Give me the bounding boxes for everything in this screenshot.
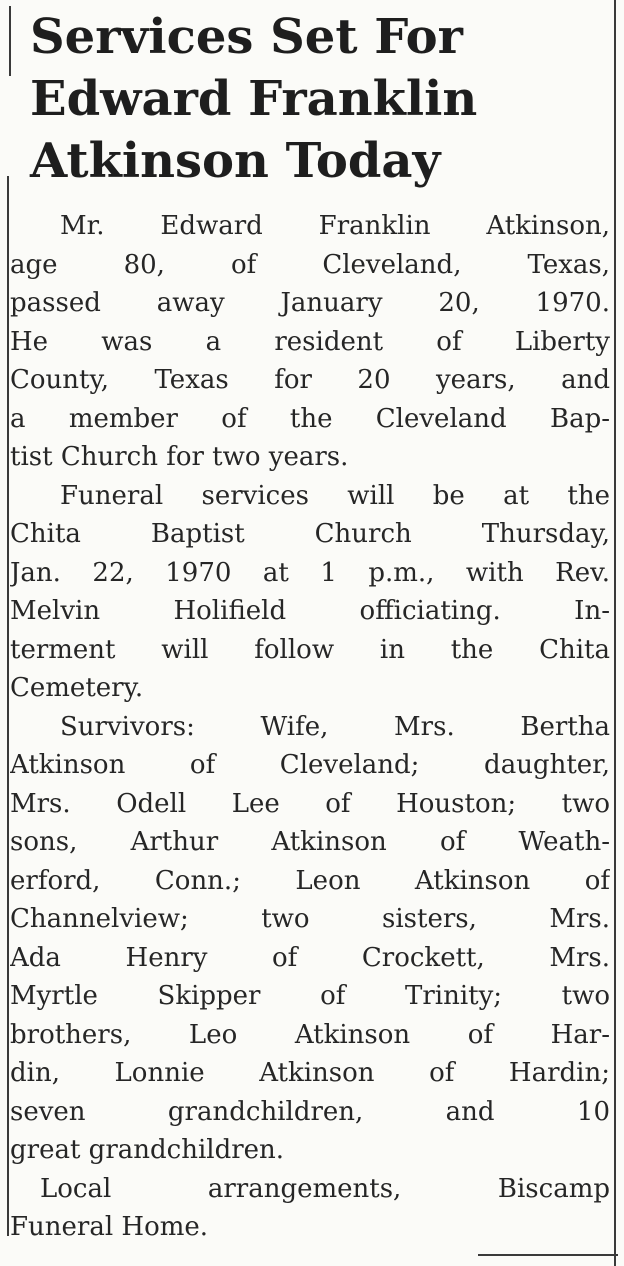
text-line: brothers, Leo Atkinson of Har- (10, 1019, 610, 1050)
text-line: Myrtle Skipper of Trinity; two (10, 981, 610, 1011)
text-line: Melvin Holifield officiating. In- (10, 596, 610, 626)
text-line: erford, Conn.; Leon Atkinson of (10, 865, 610, 896)
column-rule-left-top (9, 6, 11, 76)
column-rule-left (7, 176, 9, 1236)
paragraph-announcement (10, 207, 610, 477)
text-line: Cemetery. (10, 673, 144, 703)
paragraph-services (10, 477, 610, 708)
text-line: Funeral services will be at the (60, 480, 610, 511)
text-line: great grandchildren. (10, 1135, 285, 1165)
paragraph-survivors (10, 708, 610, 1170)
headline (30, 6, 610, 192)
text-line: Mrs. Odell Lee of Houston; two (10, 788, 610, 819)
text-line: passed away January 20, 1970. (10, 288, 610, 318)
text-line: Atkinson of Cleveland; daughter, (10, 750, 610, 780)
text-line: Ada Henry of Crockett, Mrs. (10, 942, 610, 973)
headline-line-1: Services Set For (30, 9, 463, 65)
article-body (10, 207, 610, 1247)
text-line: age 80, of Cleveland, Texas, (10, 249, 610, 280)
end-rule (478, 1254, 618, 1256)
text-line: seven grandchildren, and 10 (10, 1096, 610, 1127)
text-line: Funeral Home. (10, 1212, 209, 1242)
text-line: Mr. Edward Franklin Atkinson, (60, 211, 610, 241)
text-line: Local arrangements, Biscamp (40, 1173, 610, 1204)
column-rule-right (614, 0, 616, 1266)
headline-line-2: Edward Franklin (30, 71, 478, 127)
text-line: tist Church for two years. (10, 442, 349, 472)
text-line: Jan. 22, 1970 at 1 p.m., with Rev. (10, 557, 610, 588)
text-line: He was a resident of Liberty (10, 326, 610, 357)
text-line: a member of the Cleveland Bap- (10, 403, 610, 434)
text-line: Survivors: Wife, Mrs. Bertha (60, 711, 610, 742)
text-line: din, Lonnie Atkinson of Hardin; (10, 1058, 610, 1088)
text-line: sons, Arthur Atkinson of Weath- (10, 827, 610, 857)
text-line: Channelview; two sisters, Mrs. (10, 904, 610, 934)
text-line: terment will follow in the Chita (10, 634, 610, 665)
text-line: County, Texas for 20 years, and (10, 365, 610, 395)
paragraph-arrangements (10, 1170, 610, 1247)
text-line: Chita Baptist Church Thursday, (10, 519, 610, 549)
headline-line-3: Atkinson Today (30, 133, 441, 189)
